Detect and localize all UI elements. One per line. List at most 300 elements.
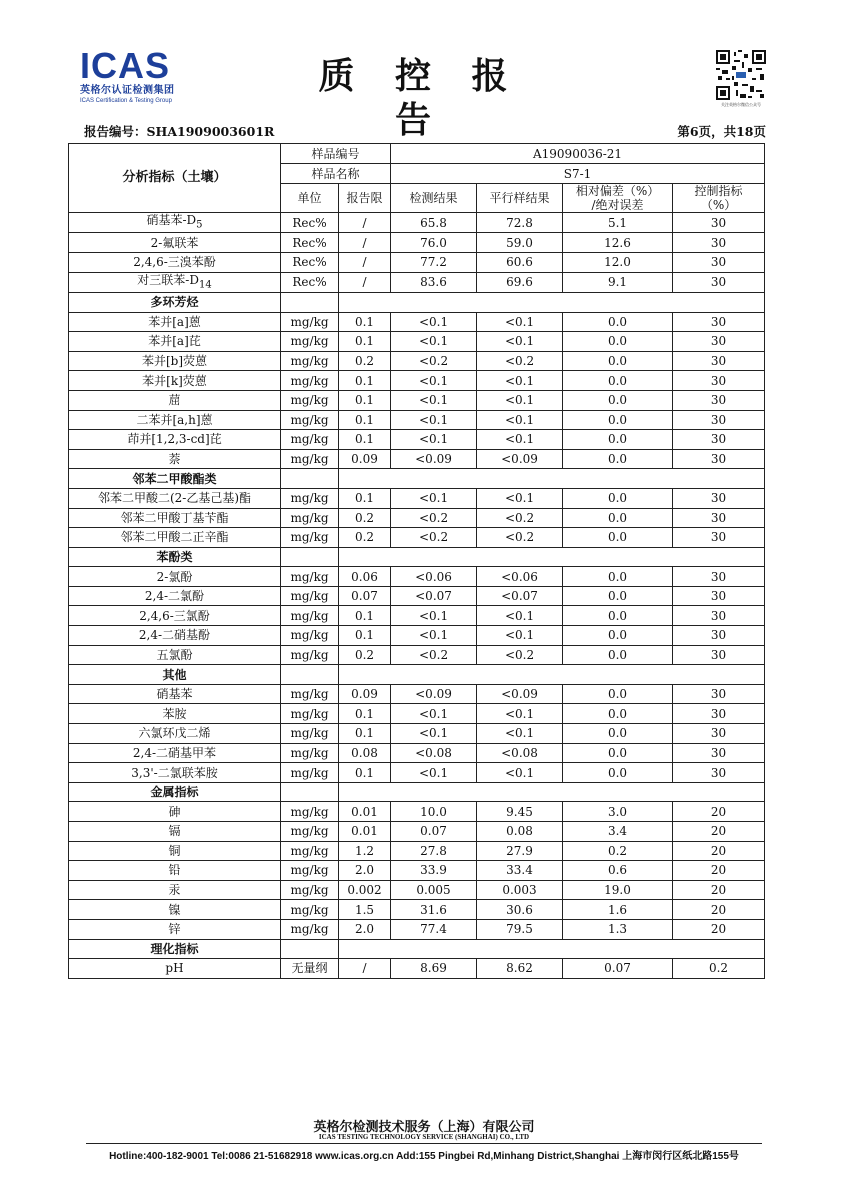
cell-parallel: 33.4 (477, 861, 563, 881)
analyte-label: 2,4,6-三氯酚 (139, 608, 210, 623)
cell-control: 0.2 (673, 959, 765, 979)
cell-rpd: 0.0 (563, 351, 673, 371)
analyte-label: 䓛 (168, 393, 181, 408)
analyte-name (69, 390, 281, 410)
cell-parallel: <0.1 (477, 488, 563, 508)
cell-control: 20 (673, 841, 765, 861)
cell-control: 30 (673, 743, 765, 763)
analyte-label: 铜 (168, 843, 181, 858)
cell-unit: mg/kg (281, 371, 339, 391)
cell-rpd: 0.0 (563, 645, 673, 665)
col-header-control (673, 184, 765, 213)
report-number: 报告编号：SHA1909003601R (84, 124, 275, 139)
cell-control: 30 (673, 528, 765, 548)
cell-rpd: 0.6 (563, 861, 673, 881)
cell-rpd: 9.1 (563, 272, 673, 292)
cell-unit: mg/kg (281, 900, 339, 920)
cell-limit: 0.09 (339, 684, 391, 704)
cell-control: 30 (673, 626, 765, 646)
table-row (69, 272, 765, 292)
cell-rpd: 5.1 (563, 213, 673, 233)
cell-control: 30 (673, 430, 765, 450)
cell-result: 10.0 (391, 802, 477, 822)
table-row (69, 567, 765, 587)
cell-control: 20 (673, 861, 765, 881)
col-header-control-line1: 控制指标 (694, 184, 743, 198)
analyte-label: 邻苯二甲酸二(2-乙基己基)酯 (97, 491, 252, 506)
analyte-label: 2,4-二硝基酚 (138, 628, 211, 643)
cell-limit: 0.1 (339, 488, 391, 508)
table-row (69, 528, 765, 548)
table-row (69, 763, 765, 783)
table-row (69, 861, 765, 881)
analyte-label: 邻苯二甲酸二正辛酯 (120, 530, 229, 545)
cell-rpd: 1.6 (563, 900, 673, 920)
analyte-name (69, 704, 281, 724)
analyte-subscript: 5 (196, 219, 203, 231)
col-header-result: 检测结果 (391, 184, 477, 213)
cell-unit: mg/kg (281, 841, 339, 861)
cell-control: 30 (673, 351, 765, 371)
cell-limit: 2.0 (339, 861, 391, 881)
cell-parallel: <0.1 (477, 332, 563, 352)
table-row (69, 252, 765, 272)
table-row (69, 626, 765, 646)
cell-rpd: 0.2 (563, 841, 673, 861)
cell-parallel: 72.8 (477, 213, 563, 233)
table-row (69, 802, 765, 822)
cell-parallel: 8.62 (477, 959, 563, 979)
cell-unit: mg/kg (281, 567, 339, 587)
cell-limit: / (339, 233, 391, 253)
analyte-subscript: 14 (198, 278, 212, 290)
cell-unit: Rec% (281, 213, 339, 233)
sample-name-value: S7-1 (391, 164, 765, 184)
cell-control: 30 (673, 233, 765, 253)
group-name: 苯酚类 (69, 547, 281, 567)
cell-parallel: <0.06 (477, 567, 563, 587)
analyte-label: 六氯环戊二烯 (138, 726, 211, 741)
analyte-name (69, 528, 281, 548)
cell-parallel: 59.0 (477, 233, 563, 253)
cell-rpd: 0.0 (563, 763, 673, 783)
col-header-rpd-line2: /绝对误差 (591, 198, 644, 212)
cell-control: 20 (673, 919, 765, 939)
cell-parallel: <0.1 (477, 704, 563, 724)
cell-unit: mg/kg (281, 724, 339, 744)
qc-results-table (68, 143, 765, 979)
table-row (69, 410, 765, 430)
cell-control: 30 (673, 606, 765, 626)
table-row (69, 351, 765, 371)
table-row (69, 449, 765, 469)
cell-limit: 0.1 (339, 763, 391, 783)
analyte-name (69, 252, 281, 272)
cell-control: 30 (673, 508, 765, 528)
analyte-label: 锌 (168, 922, 181, 937)
table-row (69, 606, 765, 626)
cell-control: 20 (673, 900, 765, 920)
col-header-control-line2: （%） (700, 198, 737, 212)
cell-result: <0.1 (391, 704, 477, 724)
cell-rpd: 0.0 (563, 684, 673, 704)
cell-rpd: 12.0 (563, 252, 673, 272)
cell-unit: mg/kg (281, 606, 339, 626)
cell-result: 83.6 (391, 272, 477, 292)
cell-parallel: <0.07 (477, 586, 563, 606)
group-empty-cell (281, 782, 339, 802)
cell-limit: 0.1 (339, 430, 391, 450)
cell-limit: / (339, 252, 391, 272)
col-header-rpd-line1: 相对偏差（%） (575, 184, 660, 198)
table-row (69, 312, 765, 332)
cell-parallel: <0.1 (477, 724, 563, 744)
cell-parallel: <0.2 (477, 645, 563, 665)
cell-rpd: 3.0 (563, 802, 673, 822)
analyte-name (69, 919, 281, 939)
cell-control: 20 (673, 802, 765, 822)
cell-rpd: 0.0 (563, 606, 673, 626)
analyte-name (69, 626, 281, 646)
header-row-sample-no (69, 144, 765, 164)
cell-parallel: <0.2 (477, 351, 563, 371)
cell-parallel: <0.1 (477, 371, 563, 391)
cell-parallel: 69.6 (477, 272, 563, 292)
analyte-name (69, 743, 281, 763)
sample-name-label: 样品名称 (281, 164, 391, 184)
analyte-label: 3,3'-二氯联苯胺 (131, 765, 218, 780)
logo-english-name: ICAS Certification & Testing Group (80, 98, 172, 104)
analyte-name (69, 880, 281, 900)
analyte-label: 苯并[b]荧蒽 (141, 354, 208, 369)
cell-result: <0.2 (391, 351, 477, 371)
cell-limit: 0.01 (339, 822, 391, 842)
sample-no-value: A19090036-21 (391, 144, 765, 164)
table-row (69, 586, 765, 606)
table-row (69, 959, 765, 979)
analyte-label: 对三联苯-D (137, 272, 199, 287)
cell-unit: mg/kg (281, 626, 339, 646)
cell-limit: 0.07 (339, 586, 391, 606)
cell-control: 30 (673, 410, 765, 430)
cell-rpd: 19.0 (563, 880, 673, 900)
cell-control: 30 (673, 567, 765, 587)
cell-rpd: 0.0 (563, 743, 673, 763)
analyte-name (69, 508, 281, 528)
cell-limit: 1.5 (339, 900, 391, 920)
cell-rpd: 0.0 (563, 332, 673, 352)
cell-control: 30 (673, 371, 765, 391)
cell-result: <0.1 (391, 724, 477, 744)
cell-result: 8.69 (391, 959, 477, 979)
cell-rpd: 0.0 (563, 371, 673, 391)
cell-limit: 1.2 (339, 841, 391, 861)
cell-result: <0.1 (391, 410, 477, 430)
logo-wordmark: ICAS (80, 45, 171, 86)
cell-rpd: 0.0 (563, 312, 673, 332)
analyte-label: 五氯酚 (156, 647, 193, 662)
logo-chinese-name: 英格尔认证检测集团 (80, 85, 175, 96)
cell-unit: mg/kg (281, 430, 339, 450)
analyte-name (69, 233, 281, 253)
qc-table-body (69, 144, 765, 979)
cell-control: 30 (673, 488, 765, 508)
group-empty-cell (281, 939, 339, 959)
table-row (69, 724, 765, 744)
cell-control: 30 (673, 586, 765, 606)
analyte-name (69, 763, 281, 783)
cell-limit: 0.09 (339, 449, 391, 469)
cell-limit: 0.1 (339, 312, 391, 332)
analyte-label: 硝基苯-D (146, 213, 197, 227)
cell-unit: mg/kg (281, 802, 339, 822)
cell-limit: 0.1 (339, 332, 391, 352)
group-name: 金属指标 (69, 782, 281, 802)
cell-limit: / (339, 959, 391, 979)
qr-code-icon[interactable] (716, 50, 766, 100)
table-row (69, 684, 765, 704)
group-empty-cell (339, 547, 765, 567)
cell-rpd: 0.0 (563, 449, 673, 469)
analyte-name (69, 567, 281, 587)
cell-control: 30 (673, 252, 765, 272)
cell-limit: 0.1 (339, 410, 391, 430)
group-header-row (69, 665, 765, 685)
group-empty-cell (339, 782, 765, 802)
cell-parallel: 79.5 (477, 919, 563, 939)
analyte-label: 2,4-二硝基甲苯 (132, 745, 217, 760)
table-row (69, 488, 765, 508)
analyte-label: 镉 (168, 824, 181, 839)
cell-rpd: 0.0 (563, 724, 673, 744)
cell-parallel: <0.2 (477, 508, 563, 528)
cell-limit: 0.1 (339, 606, 391, 626)
cell-result: <0.1 (391, 626, 477, 646)
cell-limit: 0.2 (339, 528, 391, 548)
cell-limit: 0.2 (339, 351, 391, 371)
analyte-name (69, 959, 281, 979)
cell-limit: 2.0 (339, 919, 391, 939)
analyte-name (69, 430, 281, 450)
analyte-name (69, 822, 281, 842)
col-header-unit: 单位 (281, 184, 339, 213)
cell-rpd: 0.0 (563, 704, 673, 724)
cell-control: 30 (673, 332, 765, 352)
cell-unit: 无量纲 (281, 959, 339, 979)
analyte-name (69, 586, 281, 606)
analyte-label: 硝基苯 (156, 687, 193, 702)
cell-unit: mg/kg (281, 390, 339, 410)
analyte-label: 2,4,6-三溴苯酚 (133, 255, 216, 270)
analysis-indicator-header: 分析指标（土壤） (69, 144, 281, 213)
cell-control: 30 (673, 449, 765, 469)
analyte-label: 茚并[1,2,3-cd]芘 (127, 432, 222, 447)
icas-logo (80, 45, 190, 105)
table-row (69, 332, 765, 352)
group-name: 理化指标 (69, 939, 281, 959)
cell-rpd: 0.0 (563, 586, 673, 606)
analyte-label: 苯胺 (162, 706, 187, 721)
analyte-label: 苯并[a]蒽 (148, 314, 201, 329)
page-indicator: 第6页，共18页 (677, 124, 766, 139)
analyte-label: 2,4-二氯酚 (144, 589, 205, 604)
analyte-name (69, 841, 281, 861)
cell-parallel: <0.2 (477, 528, 563, 548)
table-row (69, 822, 765, 842)
group-header-row (69, 292, 765, 312)
footer-company-en: ICAS TESTING TECHNOLOGY SERVICE (SHANGHAI) CO., LTD (318, 1133, 530, 1141)
cell-rpd: 0.0 (563, 390, 673, 410)
cell-control: 20 (673, 822, 765, 842)
cell-result: <0.2 (391, 645, 477, 665)
cell-result: 0.07 (391, 822, 477, 842)
document-title: 质 控 报 告 (318, 55, 522, 141)
cell-result: <0.1 (391, 332, 477, 352)
cell-control: 20 (673, 880, 765, 900)
table-row (69, 508, 765, 528)
analyte-name (69, 606, 281, 626)
qr-caption: 关注英格尔微信公众号 (721, 102, 761, 107)
analyte-name (69, 861, 281, 881)
table-row (69, 213, 765, 233)
analyte-label: 萘 (168, 452, 181, 467)
cell-result: <0.08 (391, 743, 477, 763)
cell-limit: 0.002 (339, 880, 391, 900)
analyte-name (69, 684, 281, 704)
table-row (69, 704, 765, 724)
cell-parallel: 0.003 (477, 880, 563, 900)
analyte-label: 苯并[a]芘 (148, 334, 201, 349)
analyte-name (69, 802, 281, 822)
analyte-name (69, 645, 281, 665)
table-row (69, 743, 765, 763)
cell-unit: mg/kg (281, 919, 339, 939)
cell-result: <0.07 (391, 586, 477, 606)
cell-rpd: 12.6 (563, 233, 673, 253)
cell-parallel: <0.1 (477, 390, 563, 410)
analyte-name (69, 312, 281, 332)
group-header-row (69, 939, 765, 959)
analyte-label: 镍 (168, 902, 181, 917)
cell-result: <0.1 (391, 606, 477, 626)
cell-limit: 0.1 (339, 371, 391, 391)
cell-unit: mg/kg (281, 332, 339, 352)
cell-parallel: <0.09 (477, 449, 563, 469)
cell-limit: 0.06 (339, 567, 391, 587)
cell-result: 77.4 (391, 919, 477, 939)
cell-parallel: 27.9 (477, 841, 563, 861)
cell-unit: mg/kg (281, 528, 339, 548)
cell-result: <0.1 (391, 312, 477, 332)
table-row (69, 841, 765, 861)
col-header-rpd (563, 184, 673, 213)
group-name: 多环芳烃 (69, 292, 281, 312)
analyte-name (69, 213, 281, 233)
cell-unit: mg/kg (281, 743, 339, 763)
cell-unit: mg/kg (281, 645, 339, 665)
group-empty-cell (339, 939, 765, 959)
cell-rpd: 0.07 (563, 959, 673, 979)
cell-limit: 0.01 (339, 802, 391, 822)
footer-divider (86, 1143, 762, 1144)
analyte-label: 邻苯二甲酸丁基苄酯 (120, 510, 229, 525)
analyte-label: 铅 (168, 863, 181, 878)
cell-parallel: 30.6 (477, 900, 563, 920)
cell-parallel: <0.1 (477, 763, 563, 783)
cell-unit: mg/kg (281, 704, 339, 724)
analyte-name (69, 724, 281, 744)
cell-result: <0.2 (391, 508, 477, 528)
cell-result: <0.09 (391, 449, 477, 469)
cell-limit: 0.1 (339, 724, 391, 744)
analyte-label: 2-氯酚 (156, 569, 193, 584)
group-header-row (69, 469, 765, 489)
cell-control: 30 (673, 684, 765, 704)
group-empty-cell (281, 292, 339, 312)
cell-rpd: 0.0 (563, 626, 673, 646)
cell-parallel: 0.08 (477, 822, 563, 842)
cell-limit: / (339, 272, 391, 292)
group-empty-cell (339, 665, 765, 685)
group-header-row (69, 782, 765, 802)
footer-company-cn: 英格尔检测技术服务（上海）有限公司 (313, 1120, 535, 1135)
cell-control: 30 (673, 724, 765, 744)
cell-unit: mg/kg (281, 684, 339, 704)
group-name: 邻苯二甲酸酯类 (69, 469, 281, 489)
cell-unit: mg/kg (281, 351, 339, 371)
table-row (69, 900, 765, 920)
cell-rpd: 0.0 (563, 528, 673, 548)
cell-parallel: <0.1 (477, 312, 563, 332)
table-row (69, 430, 765, 450)
group-empty-cell (281, 547, 339, 567)
cell-rpd: 0.0 (563, 508, 673, 528)
cell-control: 30 (673, 763, 765, 783)
cell-control: 30 (673, 704, 765, 724)
analyte-label: 砷 (168, 804, 181, 819)
analyte-name (69, 351, 281, 371)
cell-unit: Rec% (281, 252, 339, 272)
col-header-parallel: 平行样结果 (477, 184, 563, 213)
col-header-limit: 报告限 (339, 184, 391, 213)
analyte-label: pH (165, 961, 184, 976)
cell-limit: 0.1 (339, 626, 391, 646)
cell-unit: mg/kg (281, 763, 339, 783)
cell-unit: mg/kg (281, 410, 339, 430)
cell-parallel: <0.09 (477, 684, 563, 704)
cell-unit: Rec% (281, 233, 339, 253)
group-empty-cell (281, 469, 339, 489)
cell-result: <0.1 (391, 763, 477, 783)
table-row (69, 390, 765, 410)
cell-unit: mg/kg (281, 586, 339, 606)
cell-unit: mg/kg (281, 488, 339, 508)
sample-no-label: 样品编号 (281, 144, 391, 164)
analyte-label: 二苯并[a,h]蒽 (136, 412, 213, 427)
group-empty-cell (339, 469, 765, 489)
cell-result: <0.06 (391, 567, 477, 587)
cell-parallel: <0.08 (477, 743, 563, 763)
analyte-name (69, 410, 281, 430)
analyte-name (69, 488, 281, 508)
cell-rpd: 0.0 (563, 567, 673, 587)
cell-result: 33.9 (391, 861, 477, 881)
analyte-label: 苯并[k]荧蒽 (142, 373, 207, 388)
cell-limit: 0.08 (339, 743, 391, 763)
table-row (69, 880, 765, 900)
group-empty-cell (281, 665, 339, 685)
analyte-name (69, 272, 281, 292)
